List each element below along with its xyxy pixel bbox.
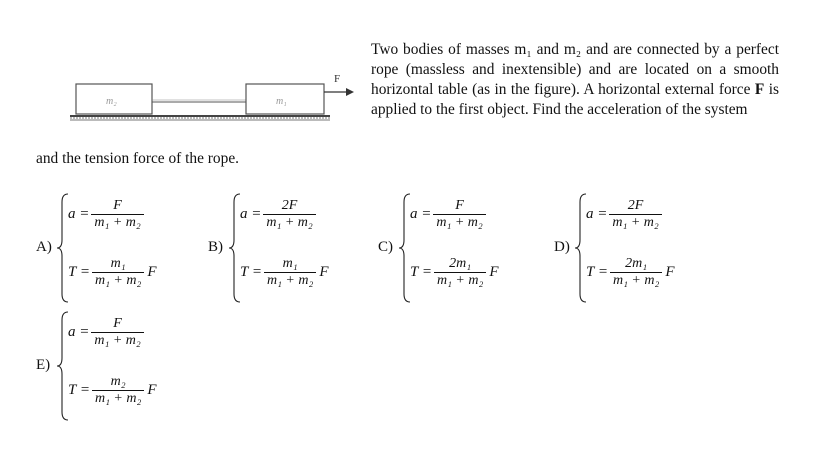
numerator: F xyxy=(113,198,122,213)
equation-lhs: T = xyxy=(586,264,608,280)
numerator: 2m₁ xyxy=(449,256,472,271)
block-m1-label: m₁ xyxy=(276,96,287,107)
equation-acceleration xyxy=(586,198,664,231)
option-label: E) xyxy=(36,357,51,373)
equation-lhs: T = xyxy=(68,382,90,398)
equation-tension xyxy=(68,374,157,407)
equation-tension xyxy=(68,256,157,289)
equation-acceleration xyxy=(240,198,318,231)
fraction xyxy=(610,256,662,289)
option-label: C) xyxy=(378,239,393,255)
equation-lhs: a = xyxy=(68,324,90,340)
equation-acceleration xyxy=(410,198,488,231)
option-d[interactable] xyxy=(554,192,714,312)
option-a[interactable] xyxy=(36,192,196,312)
denominator: m₁ + m₂ xyxy=(264,272,316,289)
numerator: F xyxy=(455,198,464,213)
problem-text-continued: and the tension force of the rope. xyxy=(36,150,239,167)
numerator: m₂ xyxy=(110,374,126,389)
force-symbol: F xyxy=(754,81,765,98)
option-b[interactable] xyxy=(208,192,368,312)
equation-tail: F xyxy=(319,264,329,280)
fraction xyxy=(609,198,661,231)
equation-tail: F xyxy=(489,264,499,280)
force-label: F xyxy=(334,73,341,85)
denominator: m₁ + m₂ xyxy=(263,214,315,231)
numerator: 2m₁ xyxy=(625,256,648,271)
block-m2-label: m₂ xyxy=(106,96,117,107)
denominator: m₁ + m₂ xyxy=(91,214,143,231)
numerator: m₁ xyxy=(282,256,298,271)
equation-lhs: a = xyxy=(410,206,432,222)
option-e[interactable] xyxy=(36,310,196,430)
problem-text xyxy=(371,40,779,120)
equation-lhs: a = xyxy=(586,206,608,222)
fraction xyxy=(433,198,485,231)
denominator: m₁ + m₂ xyxy=(91,332,143,349)
option-label: A) xyxy=(36,239,52,255)
equation-lhs: a = xyxy=(68,206,90,222)
equation-lhs: T = xyxy=(410,264,432,280)
equation-tension xyxy=(240,256,329,289)
denominator: m₁ + m₂ xyxy=(433,214,485,231)
denominator: m₁ + m₂ xyxy=(610,272,662,289)
fraction xyxy=(92,256,144,289)
equation-tension xyxy=(586,256,675,289)
blocks-diagram xyxy=(70,70,360,130)
denominator: m₁ + m₂ xyxy=(434,272,486,289)
fraction xyxy=(91,198,143,231)
fraction xyxy=(263,198,315,231)
option-label: D) xyxy=(554,239,570,255)
equation-tail: F xyxy=(147,264,157,280)
equation-lhs: T = xyxy=(240,264,262,280)
denominator: m₁ + m₂ xyxy=(92,272,144,289)
equation-tension xyxy=(410,256,499,289)
numerator: F xyxy=(113,316,122,331)
numerator: 2F xyxy=(281,198,298,213)
physics-figure xyxy=(70,70,360,135)
equation-lhs: a = xyxy=(240,206,262,222)
numerator: m₁ xyxy=(110,256,126,271)
equation-acceleration xyxy=(68,198,146,231)
fraction xyxy=(92,374,144,407)
denominator: m₁ + m₂ xyxy=(92,390,144,407)
equation-lhs: T = xyxy=(68,264,90,280)
problem-text-1: Two bodies of masses m₁ and m₂ and are connected by a perfect rope (massless and inextensible) and are located on a smooth horizontal table (as in the figure). A horizontal external force xyxy=(371,41,779,98)
fraction xyxy=(434,256,486,289)
fraction xyxy=(91,316,143,349)
denominator: m₁ + m₂ xyxy=(609,214,661,231)
equation-tail: F xyxy=(665,264,675,280)
option-label: B) xyxy=(208,239,223,255)
table-hatching xyxy=(70,118,330,120)
problem-text-2: is applied to the first object. Find the acceleration of the system xyxy=(371,81,779,118)
equation-acceleration xyxy=(68,316,146,349)
fraction xyxy=(264,256,316,289)
equation-tail: F xyxy=(147,382,157,398)
option-c[interactable] xyxy=(378,192,538,312)
numerator: 2F xyxy=(627,198,644,213)
